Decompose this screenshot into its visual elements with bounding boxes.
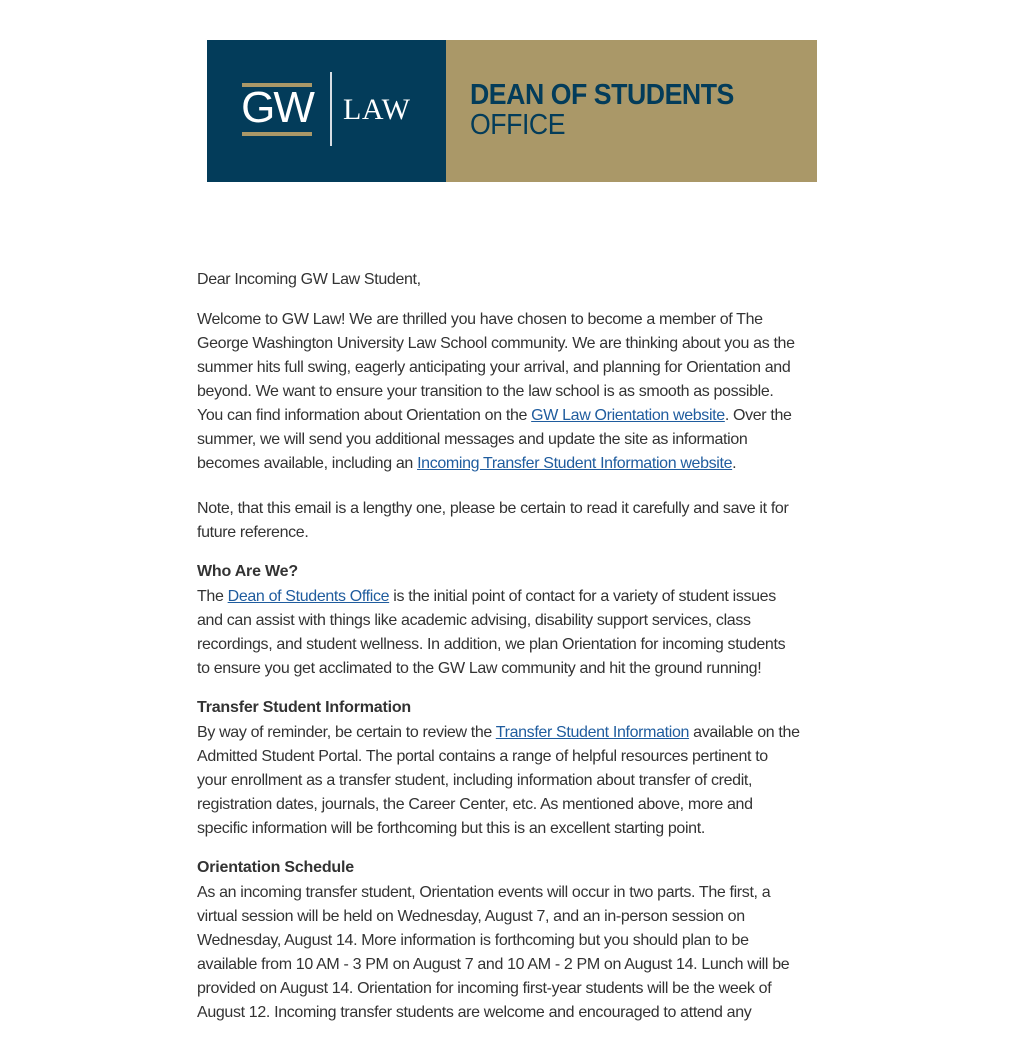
section-heading: Orientation Schedule	[197, 859, 354, 876]
text-line: your enrollment as a transfer student, including information about transfer of credit,	[197, 772, 753, 789]
text-line	[197, 585, 837, 609]
text-fragment: . Over the	[724, 407, 792, 424]
text-fragment: .	[732, 455, 737, 472]
logo-bar-bottom	[242, 132, 312, 136]
orientation-website-link[interactable]: GW Law Orientation website	[531, 407, 725, 424]
gw-law-logo	[207, 40, 446, 182]
orientation-schedule-section	[197, 856, 837, 1025]
email-body	[197, 268, 837, 1040]
office-title: DEAN OF STUDENTS	[470, 79, 734, 111]
text-fragment: available on the	[689, 724, 800, 741]
text-line: and can assist with things like academic advising, disability support services, class	[197, 612, 751, 629]
who-are-we-section	[197, 560, 837, 681]
logo-gw-text: GW	[241, 83, 313, 132]
text-line: available from 10 AM - 3 PM on August 7 and 10 AM - 2 PM on August 14. Lunch will be	[197, 956, 790, 973]
text-line: virtual session will be held on Wednesday, August 7, and an in-person session on	[197, 908, 745, 925]
text-line: summer, we will send you additional messages and update the site as information	[197, 431, 748, 448]
intro-paragraph	[197, 308, 837, 476]
note-paragraph	[197, 497, 837, 545]
text-line: Admitted Student Portal. The portal contains a range of helpful resources pertinent to	[197, 748, 768, 765]
section-heading: Transfer Student Information	[197, 699, 411, 716]
text-fragment: is the initial point of contact for a variety of student issues	[389, 588, 776, 605]
section-heading: Who Are We?	[197, 563, 298, 580]
text-line	[197, 452, 837, 476]
text-line	[197, 404, 837, 428]
office-subtitle: OFFICE	[470, 109, 566, 141]
text-fragment: The	[197, 588, 228, 605]
header-banner	[207, 40, 817, 182]
text-fragment: becomes available, including an	[197, 455, 418, 472]
text-line: Wednesday, August 14. More information is forthcoming but you should plan to be	[197, 932, 749, 949]
text-line: to ensure you get acclimated to the GW Law community and hit the ground running!	[197, 660, 762, 677]
text-line: future reference.	[197, 524, 309, 541]
text-line: specific information will be forthcoming but this is an excellent starting point.	[197, 820, 705, 837]
transfer-student-website-link[interactable]: Incoming Transfer Student Information website	[417, 455, 733, 472]
text-line	[197, 721, 837, 745]
text-line: Welcome to GW Law! We are thrilled you have chosen to become a member of The	[197, 311, 763, 328]
dean-of-students-office-link[interactable]: Dean of Students Office	[227, 588, 390, 605]
text-line: Note, that this email is a lengthy one, please be certain to read it carefully and save it for	[197, 500, 789, 517]
text-line: provided on August 14. Orientation for incoming first-year students will be the week of	[197, 980, 772, 997]
transfer-student-information-link[interactable]: Transfer Student Information	[495, 724, 690, 741]
text-line: registration dates, journals, the Career Center, etc. As mentioned above, more and	[197, 796, 753, 813]
greeting	[197, 268, 837, 292]
logo-law-text: LAW	[343, 93, 411, 126]
text-line: beyond. We want to ensure your transition to the law school is as smooth as possible.	[197, 383, 774, 400]
text-line: summer hits full swing, eagerly anticipating your arrival, and planning for Orientation and	[197, 359, 791, 376]
text-line: As an incoming transfer student, Orientation events will occur in two parts. The first, a	[197, 884, 771, 901]
greeting-text: Dear Incoming GW Law Student,	[197, 271, 421, 288]
logo-divider	[330, 72, 332, 146]
text-line: George Washington University Law School community. We are thinking about you as the	[197, 335, 795, 352]
transfer-info-section	[197, 696, 837, 841]
office-title-panel	[446, 40, 817, 182]
text-fragment: You can find information about Orientation on the	[197, 407, 532, 424]
text-line: recordings, and student wellness. In addition, we plan Orientation for incoming students	[197, 636, 786, 653]
text-line: August 12. Incoming transfer students are welcome and encouraged to attend any	[197, 1004, 752, 1021]
text-fragment: By way of reminder, be certain to review the	[197, 724, 496, 741]
